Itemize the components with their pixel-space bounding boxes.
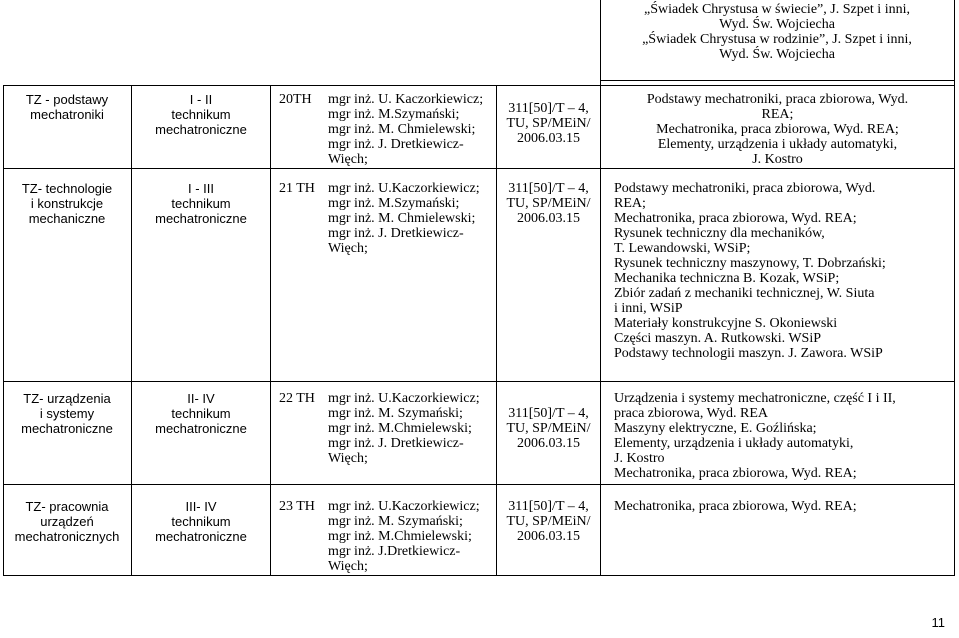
class-line: technikum [171,196,231,211]
teacher-line: mgr inż. M.Chmielewski; [328,421,472,436]
approval-cell [497,101,600,146]
row-divider [3,381,955,382]
subject-line: mechatronicznych [14,529,120,544]
approval-line: 2006.03.15 [517,529,580,544]
class-cell [132,499,270,544]
book-line: Podstawy mechatroniki, praca zbiorowa, Wyd. [646,92,909,107]
subject-line: mechatroniczne [21,421,113,436]
teacher-line: Więch; [328,152,368,167]
book-line: Podstawy mechatroniki, praca zbiorowa, Wyd. [614,181,876,196]
book-line: Mechatronika, praca zbiorowa, Wyd. REA; [614,466,857,481]
book-line: Elementy, urządzenia i układy automatyki, [614,436,854,451]
class-line: technikum [171,107,231,122]
table-bottom-border [3,575,955,576]
code-cell: 23 TH [279,499,315,514]
subject-line: TZ- urządzenia [23,391,111,406]
page-number: 11 [931,615,945,630]
book-line: Mechanika techniczna B. Kozak, WSiP; [614,271,840,286]
book-line: Rysunek techniczny maszynowy, T. Dobrzański; [614,256,886,271]
teacher-cell [328,92,496,167]
subject-line: TZ - podstawy [25,92,109,107]
teacher-line: mgr inż. J. Dretkiewicz- [328,436,464,451]
teacher-cell [328,499,496,574]
teacher-line: mgr inż. M. Chmielewski; [328,122,476,137]
class-line: II- IV [187,391,215,406]
class-line: mechatroniczne [155,122,247,137]
book-line: Podstawy technologii maszyn. J. Zawora. WSiP [614,346,883,361]
approval-line: TU, SP/MEiN/ [506,421,591,436]
subject-cell [4,391,130,436]
books-cell [601,92,954,167]
teacher-cell [328,391,496,466]
book-line: REA; [614,196,646,211]
top-cell-books [600,0,954,80]
approval-line: 2006.03.15 [517,436,580,451]
approval-line: 311[50]/T – 4, [508,181,589,196]
approval-cell [497,406,600,451]
teacher-line: mgr inż. U. Kaczorkiewicz; [328,92,484,107]
teacher-line: mgr inż. J. Dretkiewicz- [328,226,464,241]
code-cell: 20TH [279,92,312,107]
subject-cell [4,499,130,544]
code-cell: 22 TH [279,391,315,406]
book-line: Materiały konstrukcyjne S. Okoniewski [614,316,838,331]
row-divider [3,484,955,485]
table-top-border [600,80,955,81]
class-cell [132,181,270,226]
approval-line: TU, SP/MEiN/ [506,116,591,131]
book-line: Mechatronika, praca zbiorowa, Wyd. REA; [656,122,899,137]
class-line: mechatroniczne [155,421,247,436]
subject-line: TZ- pracownia [25,499,109,514]
teacher-line: mgr inż. U.Kaczorkiewicz; [328,499,480,514]
approval-line: 311[50]/T – 4, [508,406,589,421]
books-cell [614,499,954,514]
teacher-cell [328,181,496,256]
approval-cell [497,499,600,544]
approval-line: 311[50]/T – 4, [508,499,589,514]
class-line: technikum [171,406,231,421]
book-line: Mechatronika, praca zbiorowa, Wyd. REA; [614,211,857,226]
approval-line: 2006.03.15 [517,211,580,226]
teacher-line: mgr inż. M. Szymański; [328,406,463,421]
book-line: REA; [761,107,794,122]
book-line: praca zbiorowa, Wyd. REA [614,406,769,421]
teacher-line: Więch; [328,559,368,574]
class-line: mechatroniczne [155,529,247,544]
top-cell-line: „Świadek Chrystusa w świecie”, J. Szpet i inni, [644,2,910,17]
top-cell-line: Wyd. Św. Wojciecha [719,47,835,62]
subject-line: urządzeń [40,514,94,529]
subject-cell [4,92,130,122]
book-line: Części maszyn. A. Rutkowski. WSiP [614,331,822,346]
book-line: J. Kostro [752,152,803,167]
teacher-line: mgr inż. U.Kaczorkiewicz; [328,391,480,406]
subject-cell [4,181,130,226]
books-cell [614,181,954,361]
teacher-line: Więch; [328,241,368,256]
book-line: Elementy, urządzenia i układy automatyki, [657,137,898,152]
class-cell [132,391,270,436]
teacher-line: mgr inż. M.Szymański; [328,107,460,122]
approval-line: 311[50]/T – 4, [508,101,589,116]
class-line: mechatroniczne [155,211,247,226]
approval-line: 2006.03.15 [517,131,580,146]
book-line: J. Kostro [614,451,665,466]
teacher-line: mgr inż. J. Dretkiewicz- [328,137,464,152]
col-divider [600,0,601,576]
table-border [3,85,955,86]
book-line: Zbiór zadań z mechaniki technicznej, W. Siuta [614,286,875,301]
teacher-line: mgr inż. M.Chmielewski; [328,529,472,544]
subject-line: mechatroniki [30,107,104,122]
approval-line: TU, SP/MEiN/ [506,514,591,529]
row-divider [3,168,955,169]
book-line: T. Lewandowski, WSiP; [614,241,751,256]
approval-line: TU, SP/MEiN/ [506,196,591,211]
top-cell-line: Wyd. Św. Wojciecha [719,17,835,32]
books-cell [614,391,954,481]
teacher-line: mgr inż. J.Dretkiewicz- [328,544,461,559]
approval-cell [497,181,600,226]
class-line: technikum [171,514,231,529]
teacher-line: Więch; [328,451,368,466]
teacher-line: mgr inż. U.Kaczorkiewicz; [328,181,480,196]
class-line: I - II [189,92,213,107]
teacher-line: mgr inż. M. Chmielewski; [328,211,476,226]
col-divider [270,85,271,576]
book-line: Urządzenia i systemy mechatroniczne, część I i II, [614,391,896,406]
subject-line: i systemy [39,406,95,421]
class-line: I - III [188,181,214,196]
subject-line: TZ- technologie [21,181,113,196]
top-cell-line: „Świadek Chrystusa w rodzinie”, J. Szpet i inni, [642,32,912,47]
teacher-line: mgr inż. M.Szymański; [328,196,460,211]
col-divider [954,0,955,576]
book-line: Rysunek techniczny dla mechaników, [614,226,825,241]
book-line: Maszyny elektryczne, E. Goźlińska; [614,421,817,436]
class-cell [132,92,270,137]
book-line: Mechatronika, praca zbiorowa, Wyd. REA; [614,499,857,514]
code-cell: 21 TH [279,181,315,196]
teacher-line: mgr inż. M. Szymański; [328,514,463,529]
book-line: i inni, WSiP [614,301,683,316]
subject-line: mechaniczne [28,211,106,226]
subject-line: i konstrukcje [30,196,104,211]
class-line: III- IV [185,499,217,514]
